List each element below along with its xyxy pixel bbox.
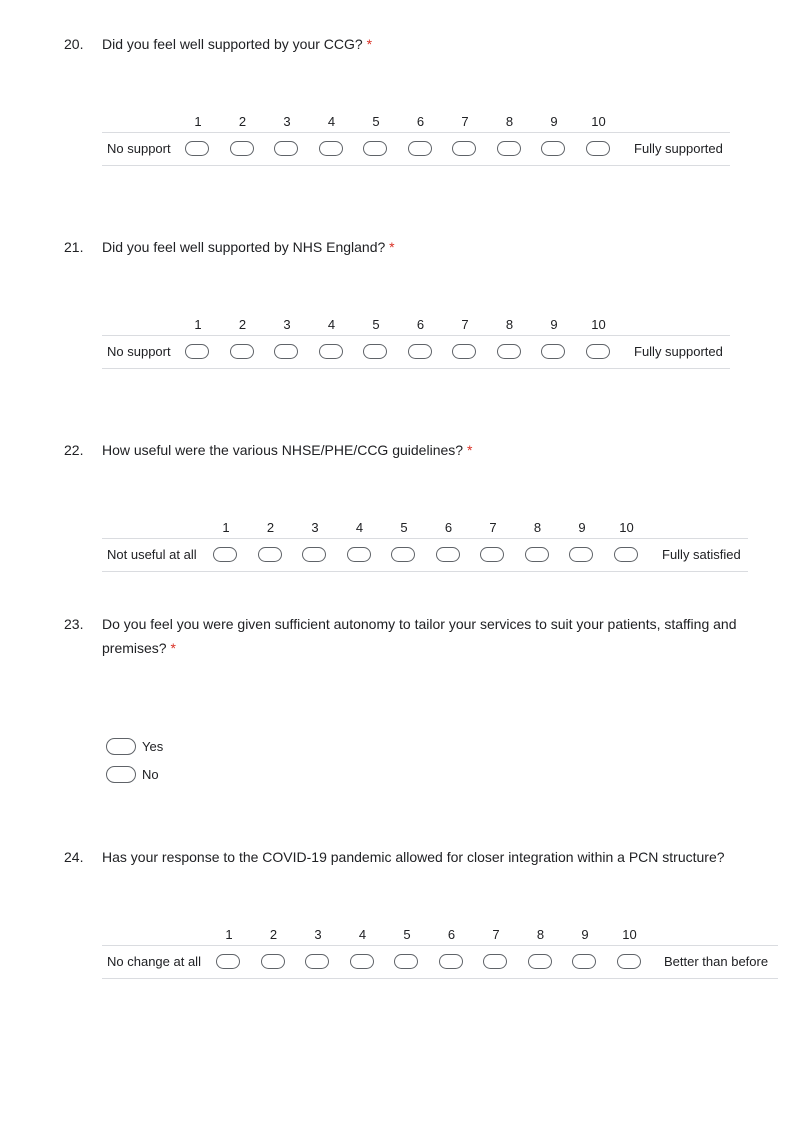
scale-number: 1 <box>222 520 230 535</box>
scale-number: 3 <box>283 114 291 129</box>
scale-radio-6[interactable] <box>439 954 463 969</box>
scale-radio-7[interactable] <box>480 547 504 562</box>
scale-radio-10[interactable] <box>617 954 641 969</box>
scale-number: 6 <box>416 317 425 332</box>
scale-number: 8 <box>536 927 545 942</box>
scale-number: 4 <box>327 114 336 129</box>
low-label: No support <box>107 344 171 359</box>
scale-radio-2[interactable] <box>258 547 282 562</box>
scale-number: 2 <box>238 114 247 129</box>
question-text-line-1: Do you feel you were given sufficient autonomy to tailor your services to suit your patients, staffing and <box>102 616 737 632</box>
scale-radio-4[interactable] <box>319 344 343 359</box>
scale-number: 3 <box>311 520 319 535</box>
scale-radio-5[interactable] <box>363 344 387 359</box>
scale-radio-8[interactable] <box>528 954 552 969</box>
scale-number: 7 <box>489 520 497 535</box>
scale-number: 9 <box>550 317 558 332</box>
scale-number: 6 <box>416 114 425 129</box>
question-number: 20. <box>64 36 84 52</box>
scale-number: 1 <box>194 317 202 332</box>
scale-number: 5 <box>403 927 411 942</box>
high-label: Fully satisfied <box>662 547 741 562</box>
scale-radio-9[interactable] <box>541 141 565 156</box>
scale-number: 4 <box>327 317 336 332</box>
question-number: 21. <box>64 239 84 255</box>
scale-number: 3 <box>283 317 291 332</box>
scale-radio-3[interactable] <box>302 547 326 562</box>
scale-number: 8 <box>533 520 542 535</box>
scale-number: 7 <box>461 317 469 332</box>
question-number: 23. <box>64 616 84 632</box>
high-label: Fully supported <box>634 344 723 359</box>
scale-radio-3[interactable] <box>305 954 329 969</box>
scale-number: 5 <box>372 114 380 129</box>
scale-number: 3 <box>314 927 322 942</box>
scale-radio-2[interactable] <box>261 954 285 969</box>
scale-radio-3[interactable] <box>274 344 298 359</box>
scale-number: 9 <box>578 520 586 535</box>
scale-radio-10[interactable] <box>586 344 610 359</box>
scale-radio-10[interactable] <box>614 547 638 562</box>
scale-radio-1[interactable] <box>216 954 240 969</box>
scale-radio-5[interactable] <box>391 547 415 562</box>
scale-number: 6 <box>447 927 456 942</box>
radio-no[interactable] <box>106 766 136 783</box>
scale-number: 10 <box>591 317 606 332</box>
scale-radio-4[interactable] <box>319 141 343 156</box>
scale-number: 2 <box>238 317 247 332</box>
scale-radio-6[interactable] <box>408 141 432 156</box>
scale-number: 1 <box>225 927 233 942</box>
option-label: Yes <box>142 739 164 754</box>
required-asterisk: * <box>170 640 176 656</box>
scale-number: 5 <box>372 317 380 332</box>
scale-radio-10[interactable] <box>586 141 610 156</box>
scale-radio-8[interactable] <box>525 547 549 562</box>
scale-radio-6[interactable] <box>436 547 460 562</box>
low-label: Not useful at all <box>107 547 197 562</box>
required-asterisk: * <box>366 36 373 52</box>
scale-number: 9 <box>581 927 589 942</box>
scale-row <box>102 538 748 572</box>
scale-radio-1[interactable] <box>185 141 209 156</box>
question-text: How useful were the various NHSE/PHE/CCG guidelines? * <box>102 442 473 458</box>
scale-radio-9[interactable] <box>572 954 596 969</box>
scale-radio-1[interactable] <box>213 547 237 562</box>
required-asterisk: * <box>389 239 395 255</box>
scale-radio-7[interactable] <box>452 344 476 359</box>
scale-radio-7[interactable] <box>483 954 507 969</box>
scale-radio-4[interactable] <box>347 547 371 562</box>
scale-number: 5 <box>400 520 408 535</box>
question-text-line-2: premises? * <box>102 640 176 656</box>
option-label: No <box>142 767 159 782</box>
scale-number: 2 <box>269 927 278 942</box>
scale-row <box>102 132 730 166</box>
scale-number: 10 <box>591 114 606 129</box>
radio-yes[interactable] <box>106 738 136 755</box>
scale-radio-1[interactable] <box>185 344 209 359</box>
scale-radio-9[interactable] <box>541 344 565 359</box>
scale-radio-2[interactable] <box>230 344 254 359</box>
scale-number: 10 <box>619 520 634 535</box>
scale-number: 2 <box>266 520 275 535</box>
scale-radio-2[interactable] <box>230 141 254 156</box>
scale-radio-8[interactable] <box>497 344 521 359</box>
scale-radio-5[interactable] <box>394 954 418 969</box>
scale-number: 1 <box>194 114 202 129</box>
scale-number: 7 <box>461 114 469 129</box>
question-text: Did you feel well supported by your CCG? * <box>102 36 373 52</box>
scale-row <box>102 335 730 369</box>
scale-radio-7[interactable] <box>452 141 476 156</box>
scale-radio-8[interactable] <box>497 141 521 156</box>
scale-number: 9 <box>550 114 558 129</box>
scale-number: 8 <box>505 317 514 332</box>
high-label: Better than before <box>664 954 769 969</box>
scale-number: 4 <box>355 520 364 535</box>
scale-number: 6 <box>444 520 453 535</box>
required-asterisk: * <box>466 442 473 458</box>
scale-radio-6[interactable] <box>408 344 432 359</box>
scale-radio-9[interactable] <box>569 547 593 562</box>
low-label: No change at all <box>107 954 201 969</box>
question-text: Has your response to the COVID-19 pandemic allowed for closer integration within a PCN structure? <box>102 849 725 865</box>
scale-number: 10 <box>622 927 637 942</box>
scale-radio-4[interactable] <box>350 954 374 969</box>
low-label: No support <box>107 141 171 156</box>
scale-radio-3[interactable] <box>274 141 298 156</box>
scale-number: 7 <box>492 927 500 942</box>
question-number: 22. <box>64 442 84 458</box>
high-label: Fully supported <box>634 141 723 156</box>
scale-number: 4 <box>358 927 367 942</box>
scale-radio-5[interactable] <box>363 141 387 156</box>
question-number: 24. <box>64 849 84 865</box>
question-text: Did you feel well supported by NHS England? * <box>102 239 395 255</box>
scale-number: 8 <box>505 114 514 129</box>
scale-row <box>102 945 778 979</box>
